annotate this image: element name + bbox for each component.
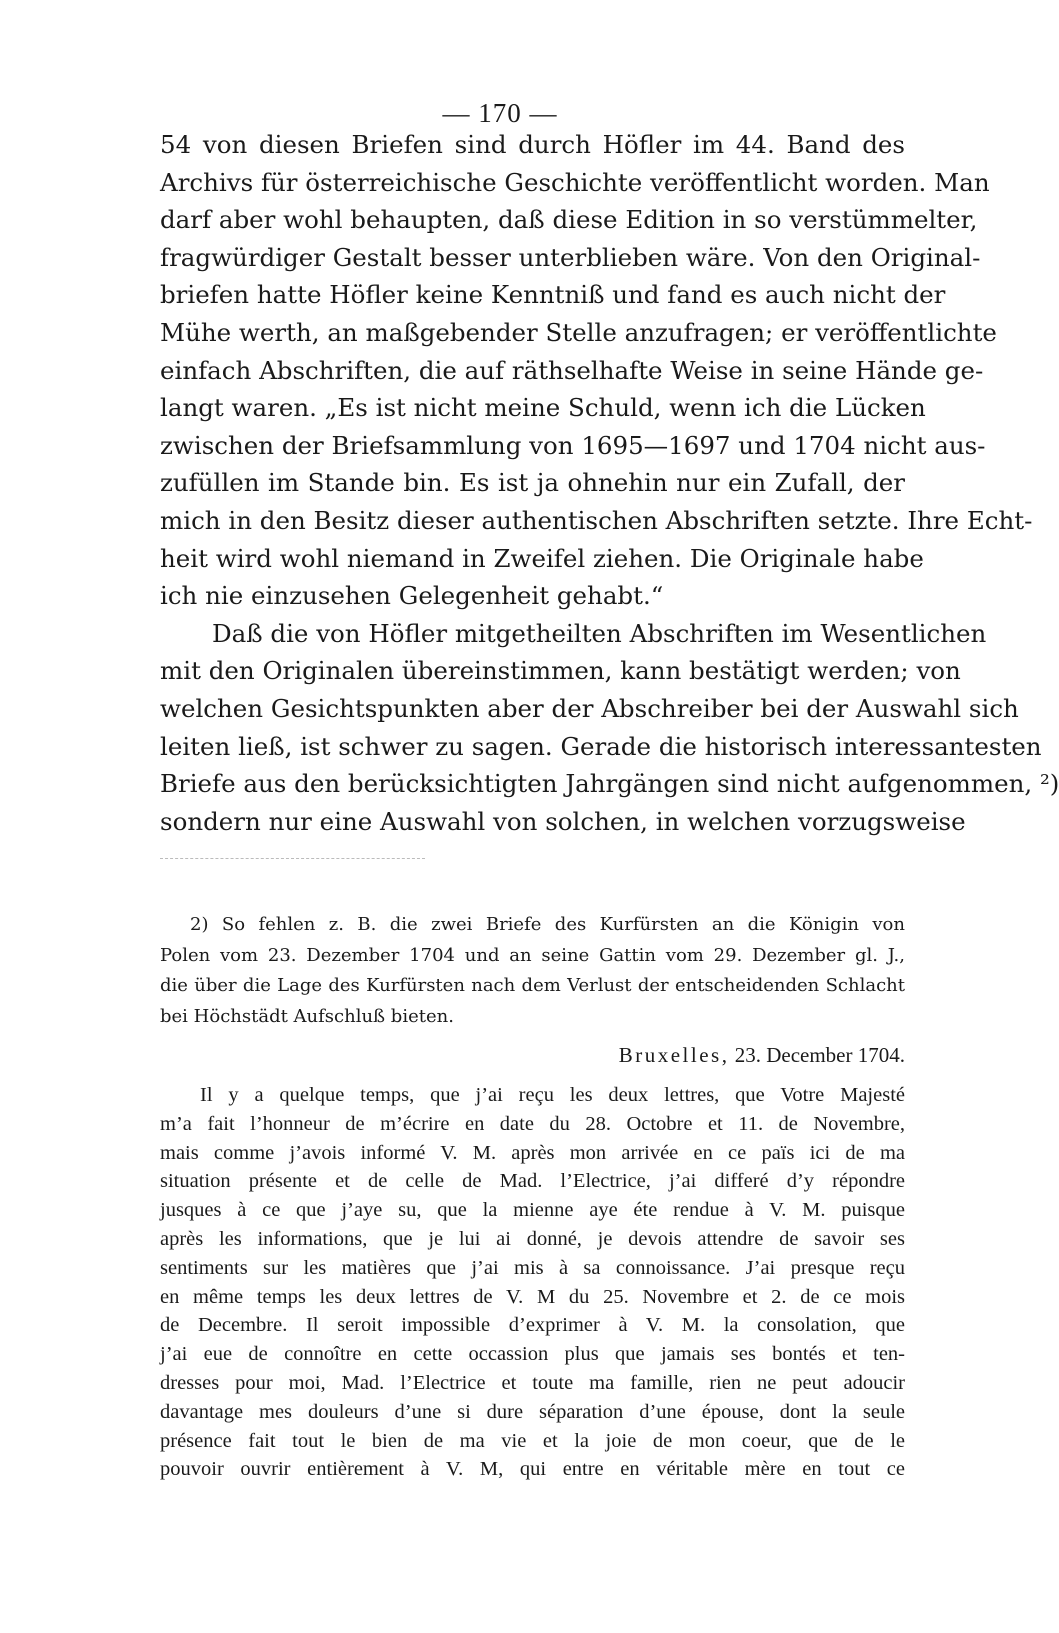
main-text xyxy=(160,126,1059,840)
text-line: Briefe aus den berücksichtigten Jahrgängen sind nicht aufgenommen, ²) xyxy=(160,769,1059,799)
letter-line: en même temps les deux lettres de V. M du 25. Novembre et 2. de ce mois xyxy=(160,1285,905,1308)
letter-line: mais comme j’avois informé V. M. après mon arrivée en ce païs ici de ma xyxy=(160,1141,905,1164)
letter-line: présence fait tout le bien de ma vie et la joie de mon coeur, que de le xyxy=(160,1429,905,1452)
letter-line: sentiments sur les matières que j’ai mis à sa connoissance. J’ai presque reçu xyxy=(160,1256,905,1279)
text-line: welchen Gesichtspunkten aber der Abschreiber bei der Auswahl sich xyxy=(160,693,1019,723)
letter-line: de Decembre. Il seroit impossible d’exprimer à V. M. la consolation, que xyxy=(160,1314,905,1337)
footnote-line: Polen vom 23. Dezember 1704 und an seine Gattin vom 29. Dezember gl. J., xyxy=(160,944,905,966)
footnote-line: die über die Lage des Kurfürsten nach dem Verlust der entscheidenden Schlacht xyxy=(160,975,905,996)
footnote-line: 2) So fehlen z. B. die zwei Briefe des Kurfürsten an die Königin von xyxy=(190,914,905,935)
letter-body xyxy=(160,1081,905,1484)
text-line: Mühe werth, an maßgebender Stelle anzufragen; er veröffentlichte xyxy=(160,317,997,347)
text-line: Archivs für österreichische Geschichte veröffentlicht worden. Man xyxy=(160,167,990,197)
footnote xyxy=(160,910,905,1032)
text-line: briefen hatte Höfler keine Kenntniß und fand es auch nicht der xyxy=(160,280,946,310)
letter-line: davantage mes douleurs d’une si dure séparation d’une épouse, dont la seule xyxy=(160,1400,905,1423)
text-line: mich in den Besitz dieser authentischen Abschriften setzte. Ihre Echt- xyxy=(160,505,1033,535)
page-number: — 170 — xyxy=(442,98,558,128)
text-line: mit den Originalen übereinstimmen, kann bestätigt werden; von xyxy=(160,656,961,686)
text-line: zwischen der Briefsammlung von 1695—1697 und 1704 nicht aus- xyxy=(160,430,986,460)
letter-line: situation présente et de celle de Mad. l’Electrice, j’ai differé d’y répondre xyxy=(160,1170,905,1193)
letter-line: dresses pour moi, Mad. l’Electrice et toute ma famille, rien ne peut adoucir xyxy=(160,1371,905,1394)
text-line: einfach Abschriften, die auf räthselhafte Weise in seine Hände ge- xyxy=(160,355,984,385)
text-line: 54 von diesen Briefen sind durch Höfler im 44. Band des xyxy=(160,130,905,159)
letter-date: 23. December 1704. xyxy=(734,1043,905,1067)
text-line: fragwürdiger Gestalt besser unterblieben wäre. Von den Original- xyxy=(160,242,981,272)
letter-line: pouvoir ouvrir entièrement à V. M, qui entre en véritable mère en tout ce xyxy=(160,1458,905,1481)
footnote-line: bei Höchstädt Aufschluß bieten. xyxy=(160,1005,454,1027)
text-line: langt waren. „Es ist nicht meine Schuld, wenn ich die Lücken xyxy=(160,393,926,423)
letter-line: après les informations, que je lui ai donné, je devois attendre de savoir ses xyxy=(160,1227,905,1250)
letter-dateline xyxy=(160,1040,905,1070)
footnote-separator xyxy=(160,858,425,859)
text-line: leiten ließ, ist schwer zu sagen. Gerade die historisch interessantesten xyxy=(160,731,1042,761)
letter-line: j’ai eue de connoître en cette occassion plus que jamais ses bontés et ten- xyxy=(160,1343,905,1366)
letter-place: Bruxelles, xyxy=(618,1043,730,1067)
paragraph-1 xyxy=(160,126,1033,615)
letter-line: jusques à ce que j’aye su, que la mienne aye éte rendue à V. M. puisque xyxy=(160,1199,905,1222)
text-line: zufüllen im Stande bin. Es ist ja ohnehin nur ein Zufall, der xyxy=(160,468,905,498)
text-line: Daß die von Höfler mitgetheilten Abschriften im Wesentlichen xyxy=(212,618,987,648)
letter-line: Il y a quelque temps, que j’ai reçu les deux lettres, que Votre Majesté xyxy=(200,1084,905,1106)
text-line: darf aber wohl behaupten, daß diese Edition in so verstümmelter, xyxy=(160,205,978,235)
text-line: ich nie einzusehen Gelegenheit gehabt.“ xyxy=(160,581,664,611)
text-line: sondern nur eine Auswahl von solchen, in welchen vorzugsweise xyxy=(160,806,966,836)
text-line: heit wird wohl niemand in Zweifel ziehen. Die Originale habe xyxy=(160,543,924,573)
paragraph-2 xyxy=(160,615,1059,841)
letter-line: m’a fait l’honneur de m’écrire en date du 28. Octobre et 11. de Novembre, xyxy=(160,1112,905,1135)
